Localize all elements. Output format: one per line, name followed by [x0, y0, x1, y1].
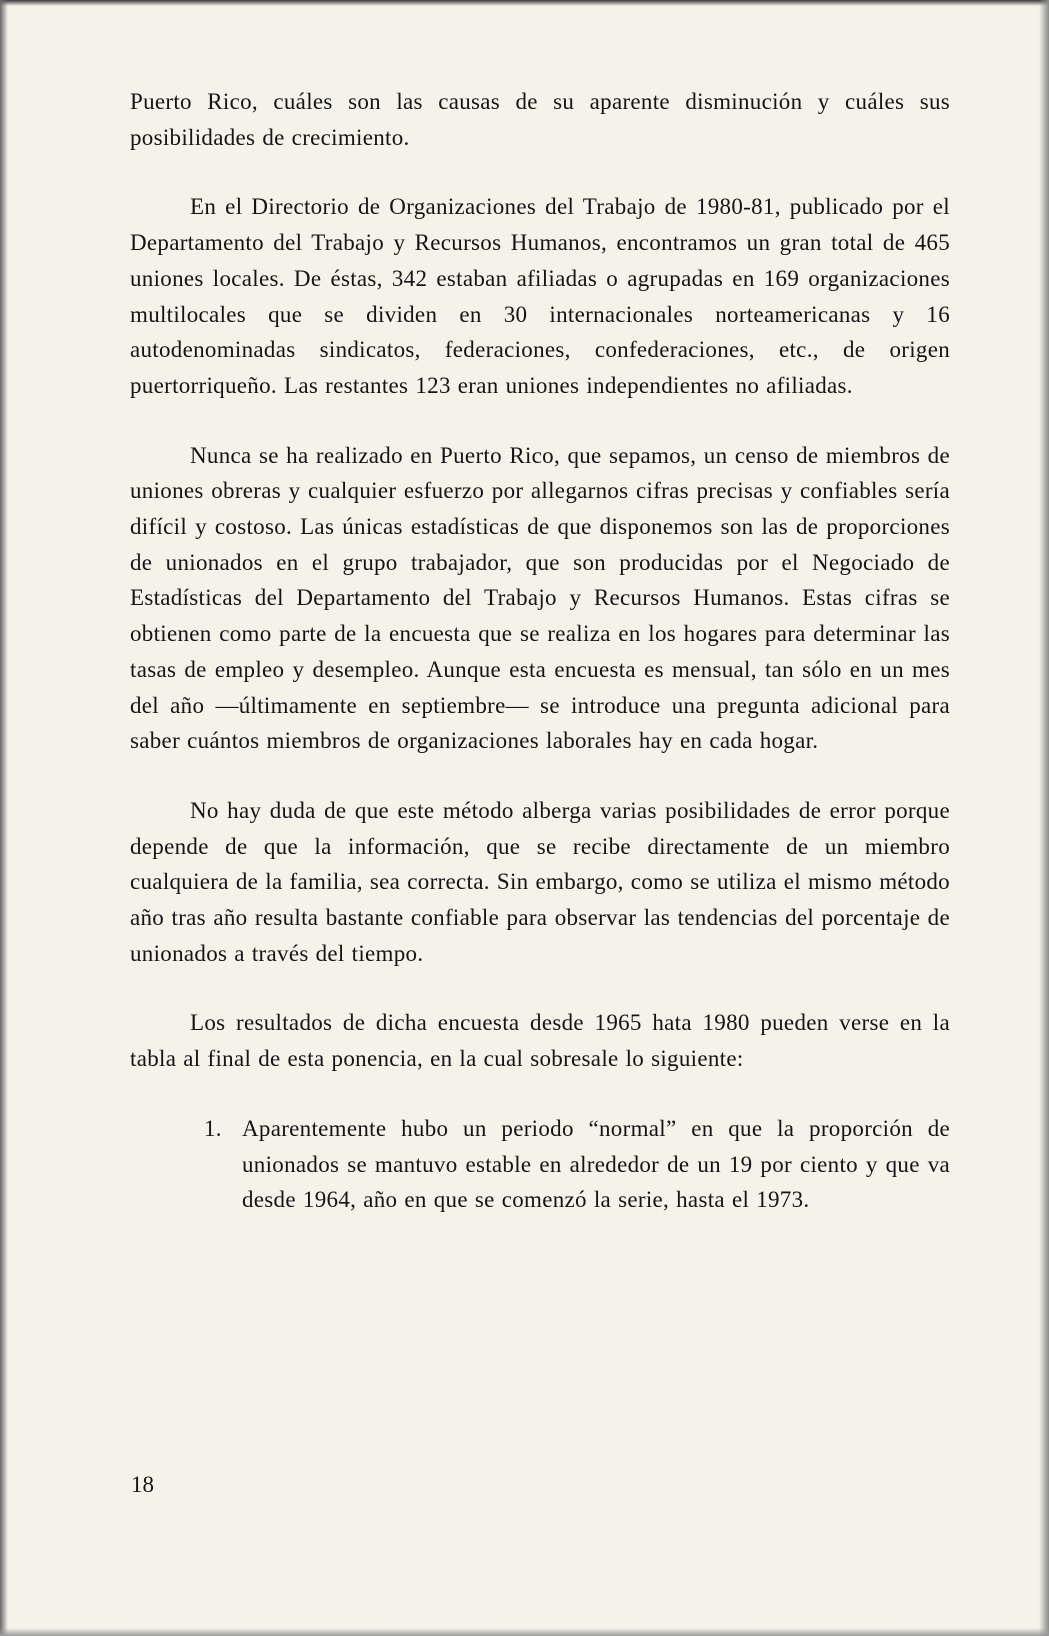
scan-edge-bottom — [0, 1628, 1049, 1636]
scan-edge-left — [0, 0, 8, 1636]
list-item-number: 1. — [204, 1115, 222, 1141]
paragraph-3: Nunca se ha realizado en Puerto Rico, que sepamos, un censo de miembros de uniones obreras y cualquier esfuerzo por allegarnos cifras precisas y confiables sería difícil y costoso. Las únicas estadísticas de que disponemos son las de proporciones de unionados en el grupo trabajador, que son producidas por el Negociado de Estadísticas del Departamento del Trabajo y Recursos Humanos. Estas cifras se obtienen como parte de la encuesta que se realiza en los hogares para determinar las tasas de empleo y desempleo. Aunque esta encuesta es mensual, tan sólo en un mes del año —últimamente en septiembre— se introduce una pregunta adicional para saber cuántos miembros de organizaciones laborales hay en cada hogar. — [130, 442, 950, 754]
scan-edge-right — [1039, 0, 1049, 1636]
body-text — [130, 84, 950, 1218]
page-number: 18 — [131, 1472, 154, 1497]
paragraph-2: En el Directorio de Organizaciones del Trabajo de 1980-81, publicado por el Departamento del Trabajo y Recursos Humanos, encontramos un gran total de 465 uniones locales. De éstas, 342 estaban afiliadas o agrupadas en 169 organizaciones multilocales que se dividen en 30 internacionales norteamericanas y 16 autodenominadas sindicatos, federaciones, confederaciones, etc., de origen puertorriqueño. Las restantes 123 eran uniones independientes no afiliadas. — [130, 194, 950, 398]
list-item — [130, 1111, 950, 1218]
paragraph-4: No hay duda de que este método alberga varias posibilidades de error porque depende de que la información, que se recibe directamente de un miembro cualquiera de la familia, sea correcta. Sin embargo, como se utiliza el mismo método año tras año resulta bastante confiable para observar las tendencias del porcentaje de unionados a través del tiempo. — [130, 797, 950, 966]
paragraph-5: Los resultados de dicha encuesta desde 1965 hata 1980 pueden verse en la tabla al final de esta ponencia, en la cual sobresale lo siguiente: — [130, 1010, 950, 1072]
list-item-text: Aparentemente hubo un periodo “normal” en que la proporción de unionados se mantuvo estable en alrededor de un 19 por ciento y que va desde 1964, año en que se comenzó la serie, hasta el 1973. — [242, 1115, 950, 1213]
paragraph-1: Puerto Rico, cuáles son las causas de su aparente disminución y cuáles sus posibilidades de crecimiento. — [130, 89, 950, 150]
scan-edge-top — [0, 0, 1049, 6]
